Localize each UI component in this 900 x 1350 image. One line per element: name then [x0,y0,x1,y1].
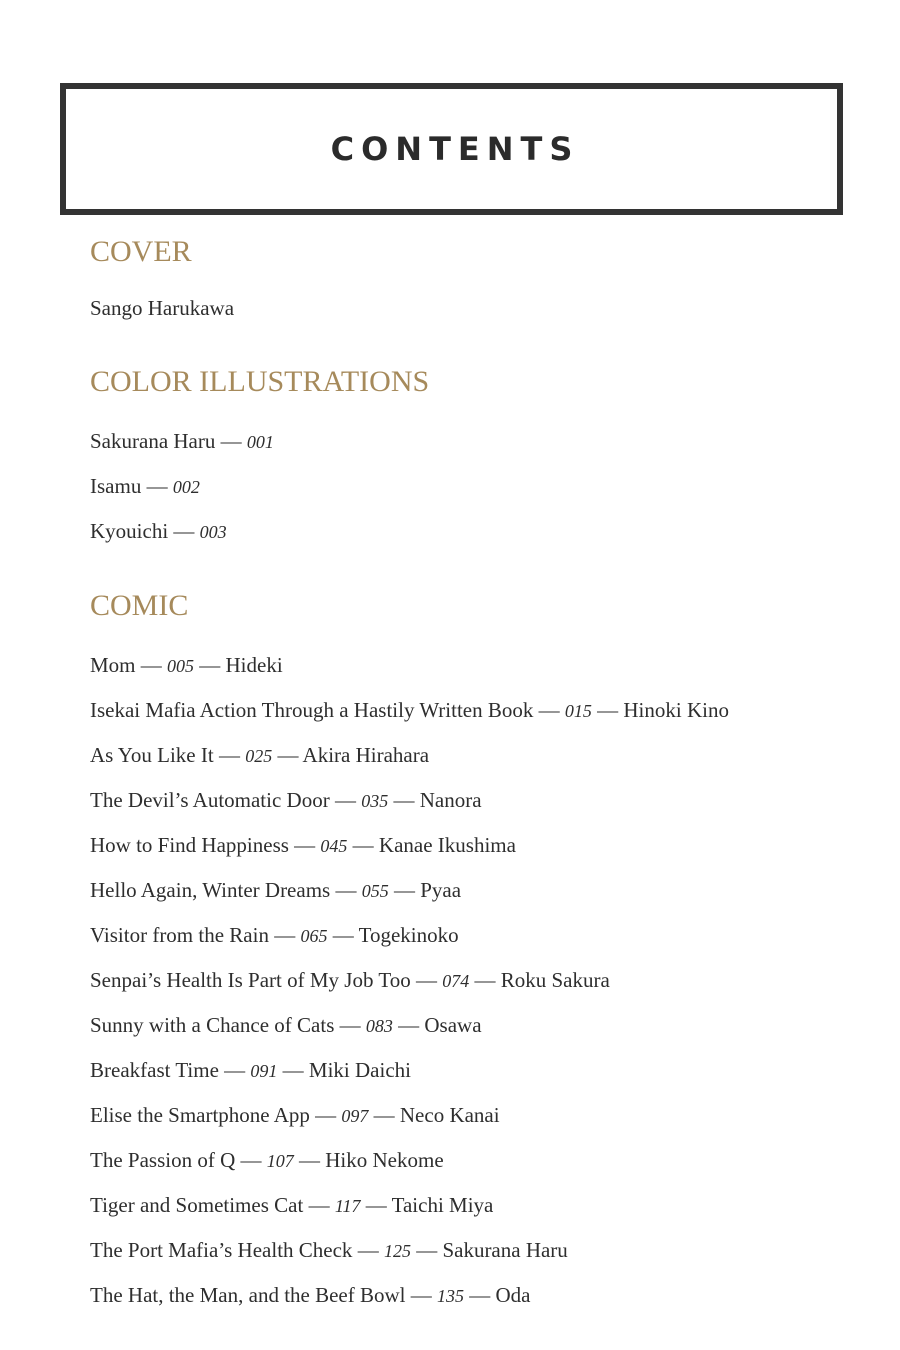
separator: — [357,1238,379,1262]
separator: — [393,788,415,812]
entry-title: The Port Mafia’s Health Check [90,1238,353,1262]
separator: — [334,788,356,812]
separator: — [294,833,316,857]
page-number: 135 [437,1286,464,1306]
cover-entry [90,298,234,319]
comic-entry [90,1285,531,1306]
comic-entry [90,655,283,676]
entry-title: The Hat, the Man, and the Beef Bowl [90,1283,406,1307]
comic-entry [90,925,459,946]
comic-entry [90,1105,500,1126]
separator: — [597,698,619,722]
separator: — [274,923,296,947]
entry-author: Nanora [419,788,482,812]
entry-title: Visitor from the Rain [90,923,269,947]
entry-author: Roku Sakura [500,968,610,992]
separator: — [469,1283,491,1307]
page-number: 005 [167,656,195,676]
entry-title: The Devil’s Automatic Door [90,788,330,812]
separator: — [410,1283,432,1307]
entry-title: Isekai Mafia Action Through a Hastily Written Book [90,698,534,722]
page-number: 117 [334,1196,361,1216]
entry-author: Oda [495,1283,531,1307]
comic-entry [90,790,482,811]
comic-entry [90,1060,411,1081]
page-number: 091 [250,1061,278,1081]
page-number: 045 [320,836,348,856]
separator: — [332,923,354,947]
entry-title: As You Like It [90,743,214,767]
entry-author: Hinoki Kino [623,698,729,722]
entry-author: Osawa [424,1013,482,1037]
entry-title: Hello Again, Winter Dreams [90,878,331,902]
entry-title: Sakurana Haru [90,429,216,453]
separator: — [140,653,162,677]
separator: — [416,1238,438,1262]
separator: — [393,878,415,902]
entry-author: Neco Kanai [399,1103,500,1127]
page-number: 097 [341,1106,369,1126]
entry-author: Taichi Miya [391,1193,494,1217]
entry-title: Sunny with a Chance of Cats [90,1013,335,1037]
section-heading-color-illustrations: COLOR ILLUSTRATIONS [90,365,430,398]
separator: — [146,474,168,498]
entry-author: Hiko Nekome [325,1148,444,1172]
separator: — [365,1193,387,1217]
page-number: 002 [172,477,200,497]
entry-author: Sakurana Haru [442,1238,568,1262]
entry-title: Senpai’s Health Is Part of My Job Too [90,968,411,992]
separator: — [373,1103,395,1127]
separator: — [538,698,560,722]
entry-author: Miki Daichi [308,1058,411,1082]
page-number: 083 [365,1016,393,1036]
entry-author: Hideki [225,653,283,677]
illustration-entry [90,521,227,542]
separator: — [415,968,437,992]
entry-title: The Passion of Q [90,1148,236,1172]
page-number: 003 [199,522,227,542]
contents-title-box [60,83,843,215]
entry-title: How to Find Happiness [90,833,289,857]
page-number: 035 [361,791,389,811]
separator: — [308,1193,330,1217]
separator: — [339,1013,361,1037]
separator: — [224,1058,246,1082]
section-heading-cover: COVER [90,235,192,268]
page-number: 125 [383,1241,411,1261]
entry-title: Isamu [90,474,142,498]
page-number: 025 [245,746,273,766]
comic-entry [90,835,516,856]
separator: — [282,1058,304,1082]
page-number: 001 [246,432,274,452]
entry-author: Kanae Ikushima [378,833,516,857]
page-number: 055 [361,881,389,901]
separator: — [315,1103,337,1127]
separator: — [240,1148,262,1172]
entry-title: Mom [90,653,136,677]
page-number: 065 [300,926,328,946]
entry-author: Togekinoko [358,923,459,947]
entry-title: Breakfast Time [90,1058,219,1082]
entry-title: Sango Harukawa [90,296,235,320]
page-number: 074 [442,971,470,991]
entry-author: Akira Hirahara [302,743,430,767]
comic-entry [90,1150,444,1171]
illustration-entry [90,431,274,452]
comic-entry [90,970,610,991]
page-number: 015 [564,701,592,721]
separator: — [398,1013,420,1037]
separator: — [218,743,240,767]
comic-entry [90,700,729,721]
separator: — [173,519,195,543]
section-heading-comic: COMIC [90,589,189,622]
separator: — [352,833,374,857]
comic-entry [90,880,461,901]
separator: — [199,653,221,677]
entry-author: Pyaa [420,878,462,902]
comic-entry [90,1015,482,1036]
separator: — [277,743,299,767]
comic-entry [90,1240,568,1261]
page-title: CONTENTS [330,130,580,168]
separator: — [299,1148,320,1172]
entry-title: Elise the Smartphone App [90,1103,310,1127]
comic-entry [90,745,429,766]
page-number: 107 [266,1151,294,1171]
illustration-entry [90,476,200,497]
comic-entry [90,1195,493,1216]
separator: — [474,968,496,992]
separator: — [220,429,242,453]
separator: — [335,878,357,902]
entry-title: Tiger and Sometimes Cat [90,1193,304,1217]
entry-title: Kyouichi [90,519,169,543]
